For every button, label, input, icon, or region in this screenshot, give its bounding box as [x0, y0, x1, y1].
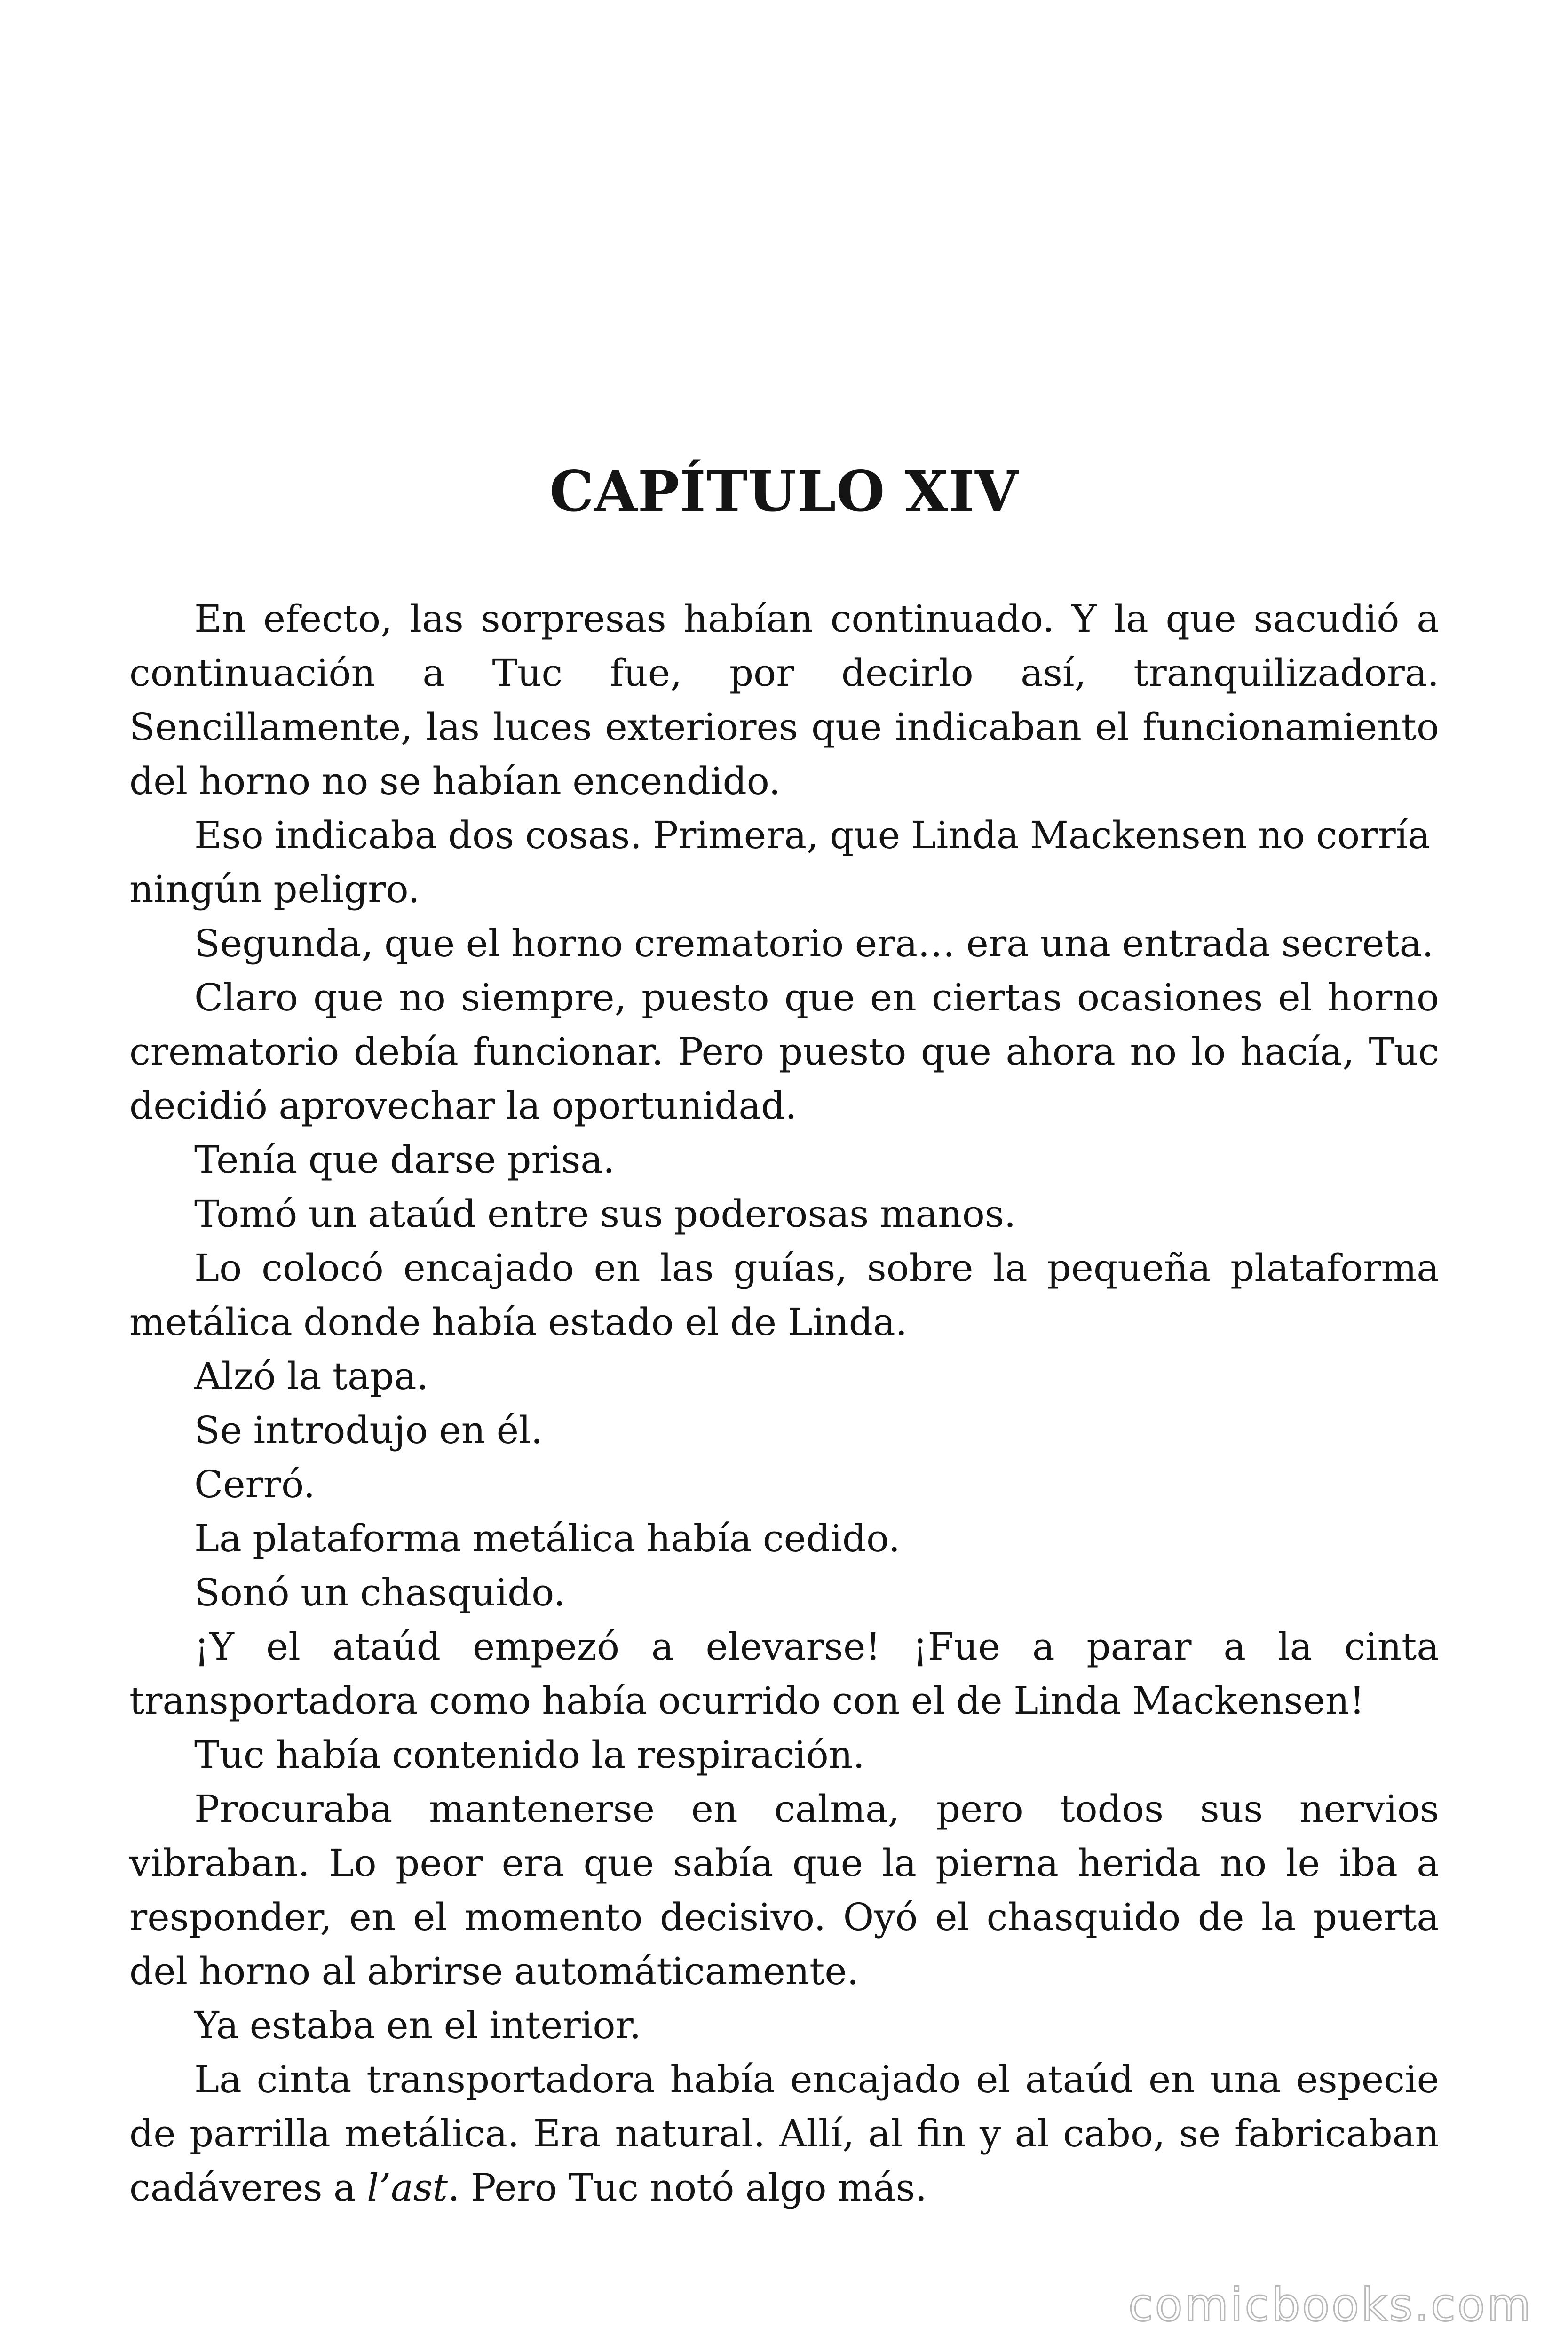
paragraph: Sonó un chasquido.	[194, 1571, 566, 1614]
paragraph: Lo colocó encajado en las guías, sobre la pequeña plataforma metálica donde había estado el de Linda.	[129, 1246, 1439, 1344]
paragraph: Ya estaba en el interior.	[194, 2003, 641, 2047]
paragraph: Tuc había contenido la respiración.	[194, 1733, 865, 1777]
paragraph: Segunda, que el horno crematorio era… era una entrada secreta.	[194, 922, 1434, 965]
paragraph: Cerró.	[194, 1462, 316, 1506]
chapter-body	[129, 592, 1439, 2215]
paragraph-last-start: La cinta transportadora había encajado el ataúd en una especie de parrilla metálica. Era natural. Allí, al fin y al cabo, se fabricaban cadáveres a	[129, 2058, 1439, 2209]
paragraph-last-end: . Pero Tuc notó algo más.	[448, 2166, 927, 2209]
italic-phrase: l’ast	[367, 2166, 448, 2209]
paragraph: ¡Y el ataúd empezó a elevarse! ¡Fue a parar a la cinta transportadora como había ocurrido con el de Linda Mackensen!	[129, 1625, 1439, 1723]
chapter-title: CAPÍTULO XIV	[549, 459, 1019, 524]
paragraph: Alzó la tapa.	[194, 1354, 428, 1398]
paragraph: La plataforma metálica había cedido.	[194, 1517, 901, 1560]
paragraph: Tenía que darse prisa.	[194, 1138, 615, 1182]
paragraph-last	[129, 2052, 1439, 2215]
paragraph: Claro que no siempre, puesto que en ciertas ocasiones el horno crematorio debía funcionar. Pero puesto que ahora no lo hacía, Tuc decidió aprovechar la oportunidad.	[129, 976, 1439, 1128]
watermark-logo: comicbooks.com	[1128, 2279, 1533, 2331]
paragraph: Eso indicaba dos cosas. Primera, que Linda Mackensen no corría ningún peligro.	[129, 813, 1430, 911]
paragraph: En efecto, las sorpresas habían continuado. Y la que sacudió a continuación a Tuc fue, por decirlo así, tranquilizadora. Sencillamente, las luces exteriores que indicaban el funcionamiento del horno no se habían encendido.	[129, 597, 1439, 803]
paragraph: Procuraba mantenerse en calma, pero todos sus nervios vibraban. Lo peor era que sabía que la pierna herida no le iba a responder, en el momento decisivo. Oyó el chasquido de la puerta del horno al abrirse automáticamente.	[129, 1787, 1439, 1993]
paragraph: Se introdujo en él.	[194, 1408, 543, 1452]
paragraph: Tomó un ataúd entre sus poderosas manos.	[194, 1192, 1016, 1236]
